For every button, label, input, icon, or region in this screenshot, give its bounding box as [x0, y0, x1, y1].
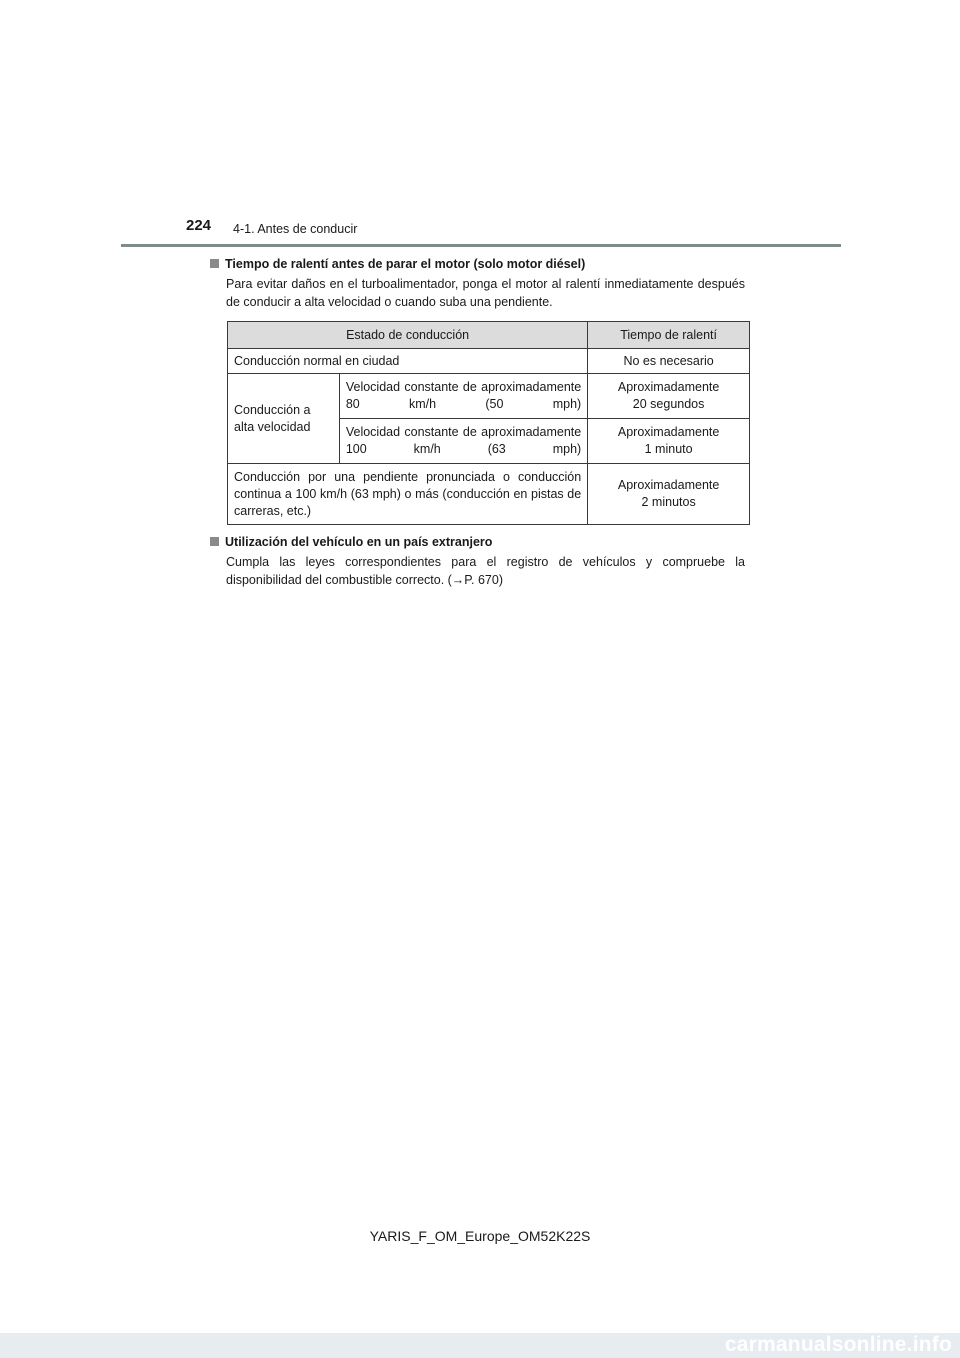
square-bullet-icon: [210, 537, 219, 546]
watermark-bar: [0, 1333, 960, 1358]
header-rule: [121, 244, 841, 247]
table-cell-high-speed: Conducción a alta velocidad: [228, 374, 340, 464]
sub-heading-foreign-country: [210, 534, 492, 550]
table-cell-time: [588, 464, 750, 525]
time-line: Aproximadamente: [617, 425, 720, 439]
table-row: [228, 349, 750, 374]
table-header-condition: Estado de conducción: [228, 322, 588, 349]
sub-heading-text: Tiempo de ralentí antes de parar el motor (solo motor diésel): [225, 257, 586, 271]
paragraph-foreign-country: Cumpla las leyes correspondientes para el registro de vehículos y compruebe la disponibilidad del combustible correcto. (→P. 670): [226, 555, 745, 587]
time-line: 20 segundos: [632, 397, 705, 411]
square-bullet-icon: [210, 259, 219, 268]
idle-time-table: [227, 321, 750, 525]
time-line: Aproximadamente: [617, 380, 720, 394]
table-header-idle-time: Tiempo de ralentí: [588, 322, 750, 349]
sub-heading-idle-time: [210, 256, 585, 272]
table-cell-condition: Velocidad constante de aproximadamente 100 km/h (63 mph): [339, 419, 587, 464]
sub-heading-text: Utilización del vehículo en un país extranjero: [225, 535, 493, 549]
table-cell-time: No es necesario: [588, 349, 750, 374]
time-line: Aproximadamente: [617, 478, 720, 492]
table-row: [228, 464, 750, 525]
paragraph-idle-time: Para evitar daños en el turboalimentador, ponga el motor al ralentí inmediatamente después de conducir a alta velocidad o cuando suba una pendiente.: [226, 277, 745, 309]
table-row: [228, 374, 750, 419]
time-line: 2 minutos: [641, 495, 696, 509]
time-line: 1 minuto: [644, 442, 693, 456]
table-cell-condition: Conducción normal en ciudad: [228, 349, 588, 374]
section-header: 4-1. Antes de conducir: [233, 222, 358, 236]
table-cell-time: [588, 374, 750, 419]
table-cell-time: [588, 419, 750, 464]
table-cell-condition: Velocidad constante de aproximadamente 80 km/h (50 mph): [339, 374, 587, 419]
table-cell-condition: Conducción por una pendiente pronunciada o conducción continua a 100 km/h (63 mph) o más (conducción en pistas de carreras, etc.): [228, 464, 588, 525]
footer-code: YARIS_F_OM_Europe_OM52K22S: [369, 1228, 591, 1244]
page-number: 224: [186, 217, 212, 234]
watermark-text[interactable]: carmanualsonline.info: [724, 1333, 952, 1356]
table-header-row: [228, 322, 750, 349]
